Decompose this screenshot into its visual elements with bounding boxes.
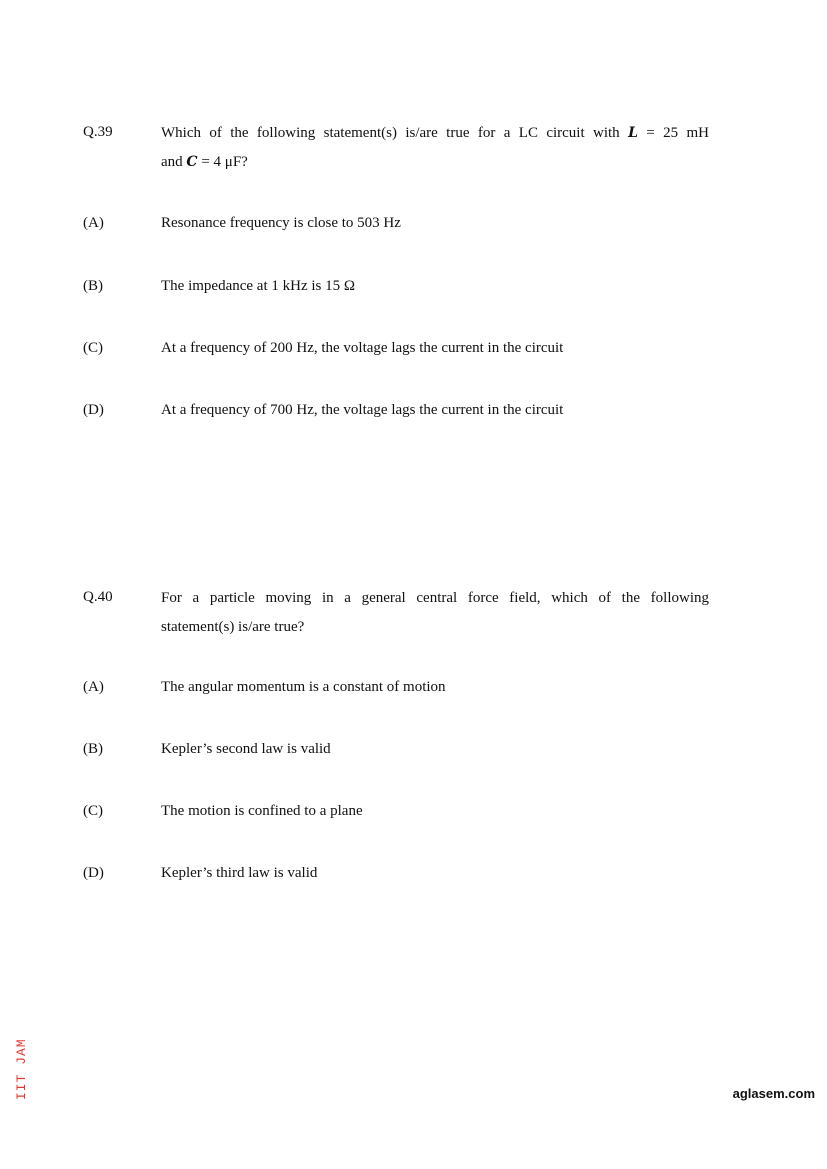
option-text: Resonance frequency is close to 503 Hz — [161, 215, 401, 231]
inductance-symbol: L — [628, 125, 638, 141]
question-text-line2: and C = 4 μF? — [161, 154, 248, 170]
option-label: (A) — [83, 215, 104, 231]
option-text: At a frequency of 700 Hz, the voltage lags the current in the circuit — [161, 402, 564, 418]
option-label: (C) — [83, 340, 103, 356]
site-name: aglasem.com — [732, 1086, 815, 1101]
question-text — [161, 119, 709, 177]
capacitance-symbol: C — [186, 154, 198, 170]
question-text-line1: Which of the following statement(s) is/are true for a LC circuit with L = 25 mH — [161, 125, 709, 141]
question-text — [161, 584, 709, 642]
option-label: (C) — [83, 803, 103, 819]
option-text: The motion is confined to a plane — [161, 803, 363, 819]
option-label: (B) — [83, 741, 103, 757]
watermark: IIT JAM — [14, 1038, 29, 1100]
option-label: (D) — [83, 865, 104, 881]
option-text: At a frequency of 200 Hz, the voltage lags the current in the circuit — [161, 340, 564, 356]
question-text-line1: For a particle moving in a general central force field, which of the following — [161, 590, 709, 606]
option-label: (B) — [83, 278, 103, 294]
option-text: The impedance at 1 kHz is 15 Ω — [161, 278, 356, 294]
question-text-line2: statement(s) is/are true? — [161, 619, 305, 635]
option-text: The angular momentum is a constant of motion — [161, 679, 446, 695]
option-label: (D) — [83, 402, 104, 418]
option-label: (A) — [83, 679, 104, 695]
option-text: Kepler’s third law is valid — [161, 865, 318, 881]
question-number: Q.40 — [83, 589, 113, 605]
question-number: Q.39 — [83, 124, 113, 140]
option-text: Kepler’s second law is valid — [161, 741, 331, 757]
